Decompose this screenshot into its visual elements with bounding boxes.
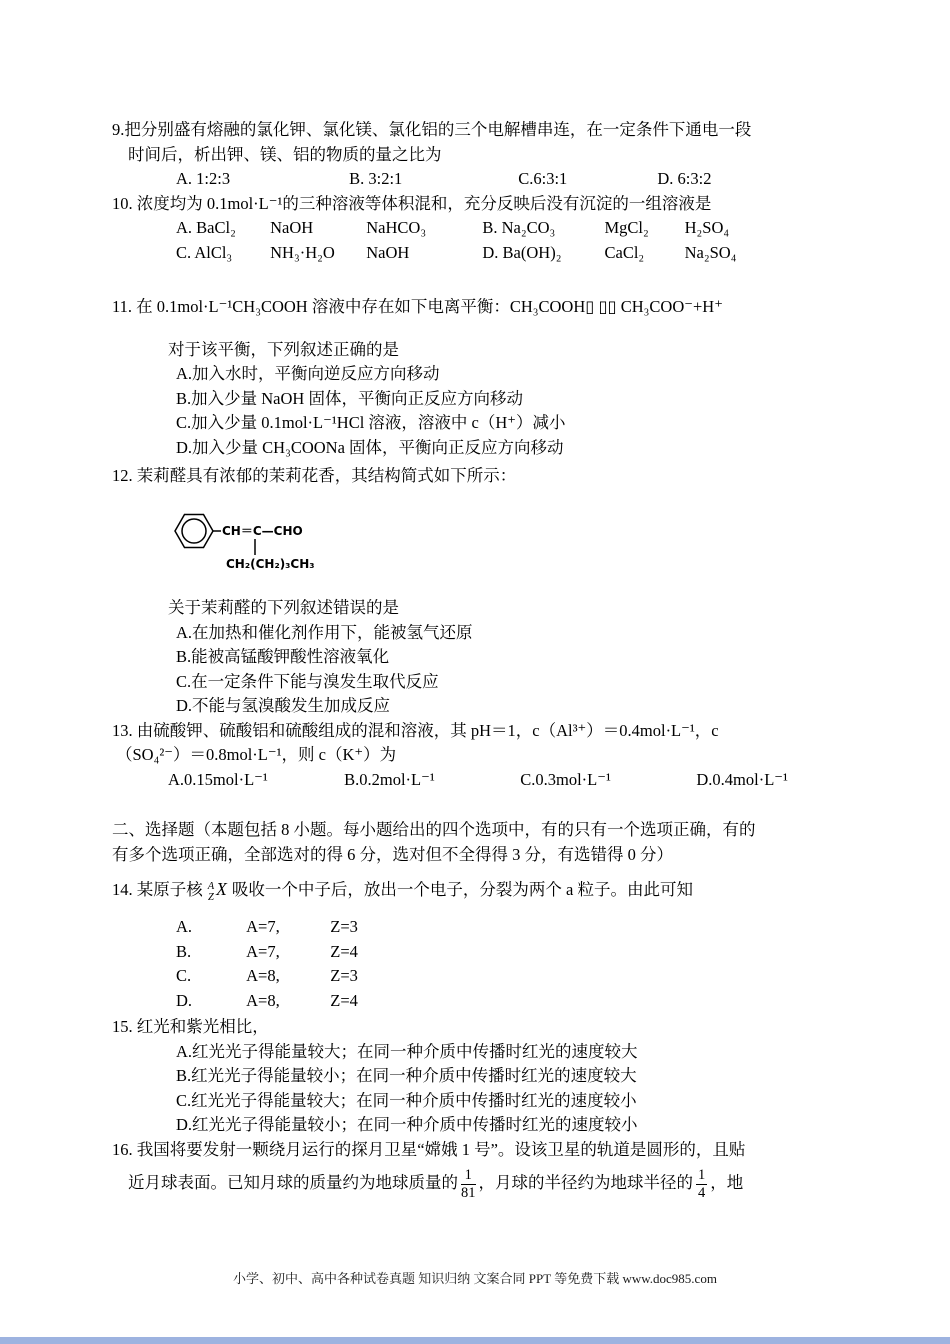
q13-line-2: （SO₄²⁻）＝0.8mol·L⁻¹，则 c（K⁺）为 [116,745,397,764]
q10-option-d: D. Ba(OH)₂ [482,242,562,262]
q14-option-a-value-1: A=7, [246,917,280,937]
fraction-1-4-numerator: 1 [698,1167,706,1184]
q10-option-b-3: H₂SO₄ [684,218,730,237]
question-15 [112,1015,854,1138]
q14-option-b [112,940,854,965]
q14-option-a-label: A. [176,917,193,937]
q11-option-b: B.加入少量 NaOH 固体，平衡向正反应方向移动 [176,388,523,408]
q15-option-c: C.红光光子得能量较大；在同一种介质中传播时红光的速度较小 [176,1090,637,1110]
q10-options-row-2 [112,241,854,266]
question-13 [112,719,854,793]
q14-option-b-value-2: Z=4 [330,941,358,961]
q9-option-a: A. 1:2:3 [176,169,231,188]
fraction-1-81-denominator: 81 [461,1184,476,1201]
q16-text-2: ，月球的半径约为地球半径的 [478,1173,693,1193]
q12-line-1: 12. 茉莉醛具有浓郁的茉莉花香，其结构简式如下所示： [112,466,517,485]
q14-option-a-value-2: Z=3 [330,917,358,937]
q14-option-b-value-1: A=7, [246,941,280,961]
fraction-1-81 [461,1167,476,1201]
q10-option-a-3: NaHCO₃ [366,218,427,237]
question-9 [112,118,854,192]
q16-line-2 [112,1162,854,1204]
q14-option-c [112,964,854,989]
nuclide-mass-number: A [207,880,215,892]
q14-option-d-value-1: A=8, [246,990,280,1010]
q10-option-b-2: MgCl₂ [604,218,649,237]
q10-option-d-3: Na₂SO₄ [684,242,737,262]
structure-chain-bottom: CH₂(CH₂)₃CH₃ [226,556,315,571]
bottom-blue-bar [0,1337,950,1344]
section-2-header [112,818,854,867]
question-12 [112,464,854,719]
jasmine-aldehyde-structure [164,501,464,579]
q12-option-d: D.不能与氢溴酸发生加成反应 [176,696,391,715]
q14-option-c-value-2: Z=3 [330,966,358,986]
q16-line-1: 16. 我国将要发射一颗绕月运行的探月卫星“嫦娥 1 号”。设该卫星的轨道是圆形的，且贴 [112,1139,746,1159]
q13-options [112,768,854,793]
q12-option-b: B.能被高锰酸钾酸性溶液氧化 [176,647,390,666]
q14-option-b-label: B. [176,941,192,961]
q13-option-b: B.0.2mol·L⁻¹ [344,769,435,789]
q15-line-1: 15. 红光和紫光相比， [112,1017,269,1037]
q14-text-pre: 14. 某原子核 [112,880,203,899]
q14-line-1 [112,877,854,903]
q11-option-a: A.加入水时，平衡向逆反应方向移动 [176,364,440,383]
q13-option-c: C.0.3mol·L⁻¹ [520,769,611,789]
q9-option-c: C.6:3:1 [518,169,568,188]
structure-chain-top: CH＝C—CHO [222,523,303,538]
q12-structure [164,501,854,587]
q11-line-2: 对于该平衡，下列叙述正确的是 [168,339,399,359]
page-footer: 小学、初中、高中各种试卷真题 知识归纳 文案合同 PPT 等免费下载 www.doc985.com [233,1271,717,1286]
q15-option-d: D.红光光子得能量较小；在同一种介质中传播时红光的速度较小 [176,1115,638,1135]
q13-line-1: 13. 由硫酸钾、硫酸铝和硫酸组成的混和溶液，其 pH＝1，c（Al³⁺）＝0.4mol·L⁻¹，c [112,720,719,740]
q16-text-3: ，地 [710,1173,744,1193]
q14-option-c-label: C. [176,966,192,986]
q10-option-b: B. Na₂CO₃ [482,218,556,237]
q11-option-c: C.加入少量 0.1mol·L⁻¹HCl 溶液，溶液中 c（H⁺）减小 [176,413,566,432]
q9-line-2: 时间后，析出钾、镁、铝的物质的量之比为 [128,144,442,164]
q10-option-c-2: NH₃·H₂O [270,242,335,262]
question-11 [112,295,854,460]
q10-option-a-2: NaOH [270,218,314,237]
q11-option-d: D.加入少量 CH₃COONa 固体，平衡向正反应方向移动 [176,437,564,457]
q9-options [112,167,854,192]
fraction-1-4 [696,1167,707,1201]
q12-option-c: C.在一定条件下能与溴发生取代反应 [176,671,439,691]
fraction-1-4-denominator: 4 [698,1184,706,1201]
aromatic-circle [182,519,206,543]
q14-option-a [112,915,854,940]
q14-option-d [112,989,854,1014]
q10-option-c: C. AlCl₃ [176,242,233,262]
q9-option-b: B. 3:2:1 [349,169,403,188]
q14-option-d-label: D. [176,990,193,1010]
q9-option-d: D. 6:3:2 [657,169,712,188]
q10-option-c-3: NaOH [366,242,410,262]
q10-options-row-1 [112,216,854,241]
q9-line-1: 9.把分别盛有熔融的氯化钾、氯化镁、氯化铝的三个电解槽串连，在一定条件下通电一段 [112,120,752,139]
question-14 [112,877,854,1013]
nuclide-symbol: X [216,879,227,899]
q13-option-a: A.0.15mol·L⁻¹ [168,769,268,789]
q13-option-d: D.0.4mol·L⁻¹ [696,769,788,789]
q16-text-1: 近月球表面。已知月球的质量约为地球质量的 [128,1173,458,1193]
fraction-1-81-numerator: 1 [461,1167,476,1185]
q12-option-a: A.在加热和催化剂作用下，能被氢气还原 [176,622,473,642]
q15-option-b: B.红光光子得能量较小；在同一种介质中传播时红光的速度较大 [176,1066,637,1086]
q10-option-a: A. BaCl₂ [176,218,236,237]
section2-line-2: 有多个选项正确，全部选对的得 6 分，选对但不全得得 3 分，有选错得 0 分） [112,844,673,864]
q11-line-1: 11. 在 0.1mol·L⁻¹CH₃COOH 溶液中存在如下电离平衡：CH₃COOH▯ ▯▯ CH₃COO⁻+H⁺ [112,297,723,316]
q12-line-2: 关于茉莉醛的下列叙述错误的是 [168,598,399,617]
q14-text-post: 吸收一个中子后，放出一个电子，分裂为两个 a 粒子。由此可知 [231,880,693,899]
nuclide-atomic-number: Z [208,892,214,903]
question-16 [112,1138,854,1205]
q15-option-a: A.红光光子得能量较大；在同一种介质中传播时红光的速度较大 [176,1041,638,1061]
section2-line-1: 二、选择题（本题包括 8 小题。每小题给出的四个选项中，有的只有一个选项正确，有的 [112,820,756,839]
question-10 [112,192,854,266]
q14-option-d-value-2: Z=4 [330,990,358,1010]
nuclide-notation [208,881,214,903]
q10-option-d-2: CaCl₂ [604,242,645,262]
q10-line-1: 10. 浓度均为 0.1mol·L⁻¹的三种溶液等体积混和，充分反映后没有沉淀的一组溶液是 [112,193,712,213]
q14-option-c-value-1: A=8, [246,966,280,986]
